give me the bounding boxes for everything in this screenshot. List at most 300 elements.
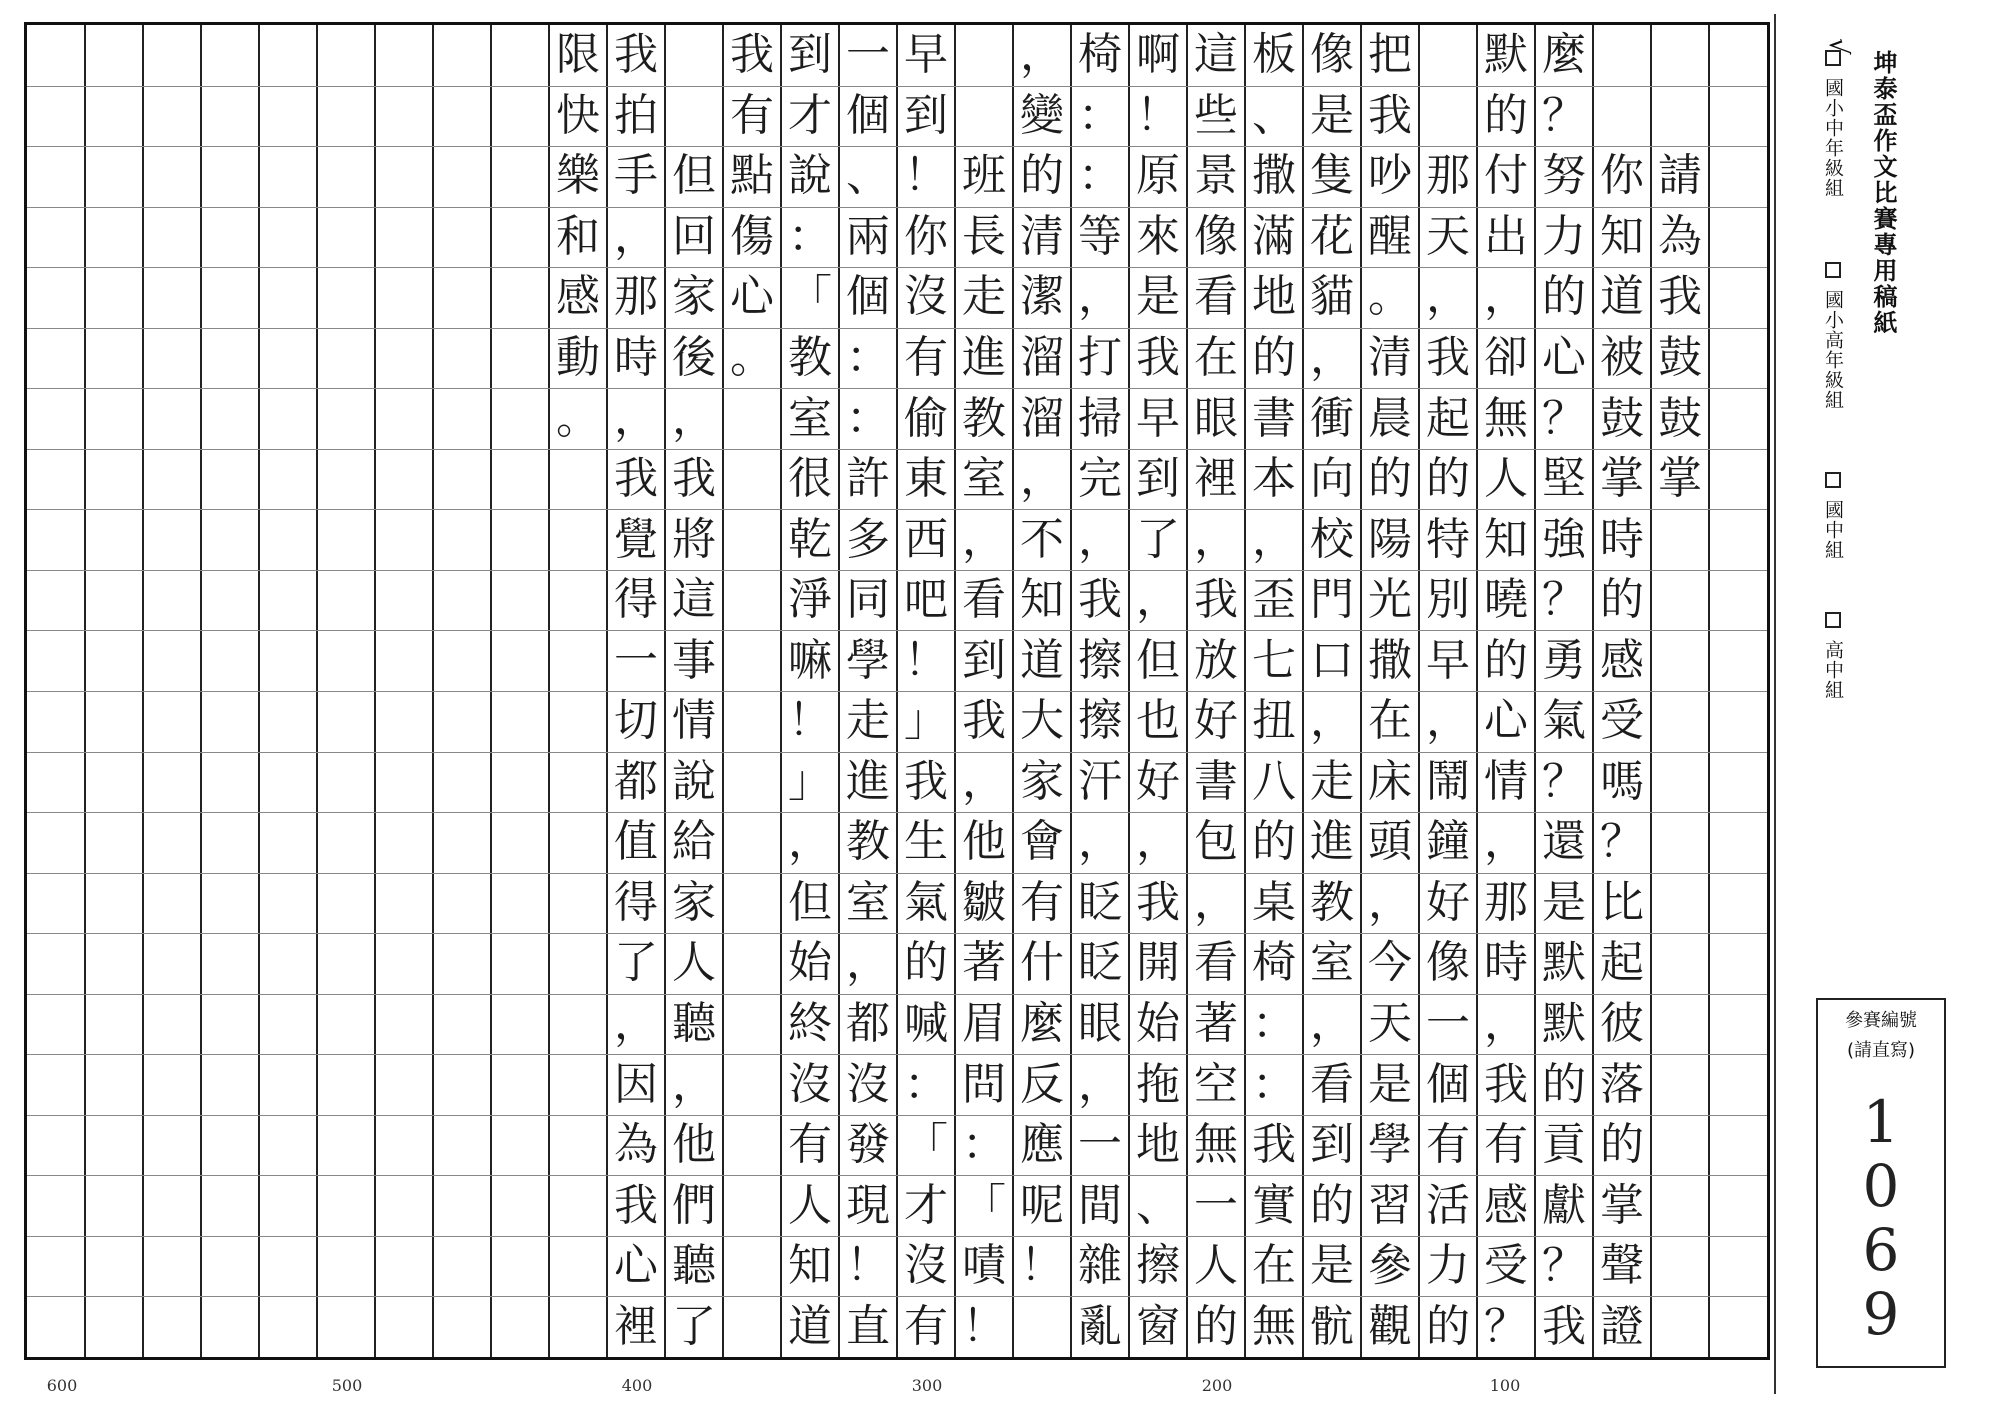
essay-character: 感 bbox=[1484, 1179, 1528, 1231]
essay-character: 的 bbox=[1484, 89, 1528, 141]
essay-character: 活 bbox=[1426, 1179, 1470, 1231]
essay-character: ！ bbox=[1020, 1240, 1064, 1292]
essay-character: 受 bbox=[1484, 1240, 1528, 1292]
essay-character: 。 bbox=[1368, 271, 1412, 323]
essay-character: 也 bbox=[1136, 695, 1180, 747]
essay-character: 勇 bbox=[1542, 634, 1586, 686]
form-side-panel bbox=[1784, 40, 2000, 1400]
essay-character: 後 bbox=[672, 332, 716, 383]
essay-character: 問 bbox=[962, 1058, 1006, 1110]
essay-character: 他 bbox=[672, 1119, 716, 1171]
essay-character: ， bbox=[1368, 876, 1412, 928]
essay-character: 無 bbox=[1252, 1300, 1296, 1352]
essay-character: 默 bbox=[1542, 998, 1586, 1049]
essay-character: 鼓 bbox=[1658, 332, 1702, 383]
essay-character: ： bbox=[1078, 89, 1122, 141]
essay-character: 滿 bbox=[1252, 210, 1296, 262]
essay-character: 兩 bbox=[846, 210, 890, 262]
essay-character: 學 bbox=[846, 634, 890, 686]
essay-character: 像 bbox=[1310, 29, 1354, 81]
writing-grid bbox=[24, 22, 1770, 1360]
essay-character: ， bbox=[1310, 332, 1354, 383]
essay-character: 掌 bbox=[1600, 453, 1644, 505]
essay-character: 時 bbox=[614, 332, 658, 383]
essay-character: 我 bbox=[1484, 1058, 1528, 1110]
essay-character: 走 bbox=[1310, 755, 1354, 807]
essay-character: 書 bbox=[1252, 392, 1296, 444]
essay-character: 了 bbox=[1136, 513, 1180, 565]
essay-character: 教 bbox=[788, 332, 832, 383]
essay-character: 一 bbox=[1426, 998, 1470, 1049]
group-label: 高中組 bbox=[1822, 640, 1844, 700]
essay-character: ， bbox=[1078, 271, 1122, 323]
essay-character: 地 bbox=[1136, 1119, 1180, 1171]
essay-character: ？ bbox=[1542, 1240, 1586, 1292]
essay-character: 八 bbox=[1252, 755, 1296, 807]
essay-character: 同 bbox=[846, 574, 890, 626]
essay-character: ， bbox=[1310, 998, 1354, 1049]
essay-character: ？ bbox=[1484, 1300, 1528, 1352]
essay-character bbox=[1593, 86, 1651, 146]
essay-character: 們 bbox=[672, 1179, 716, 1231]
essay-character: ： bbox=[1252, 998, 1296, 1049]
essay-character: 但 bbox=[788, 876, 832, 928]
essay-character: 有 bbox=[904, 332, 948, 383]
essay-character: 的 bbox=[904, 937, 948, 989]
essay-character: 樂 bbox=[556, 150, 600, 202]
essay-character: 感 bbox=[1600, 634, 1644, 686]
essay-character: 我 bbox=[614, 1179, 658, 1231]
essay-character: 清 bbox=[1368, 332, 1412, 383]
essay-column bbox=[1129, 25, 1187, 1357]
essay-character: 人 bbox=[1484, 453, 1528, 505]
entry-digit: 1 bbox=[1862, 1088, 1900, 1156]
essay-character: 他 bbox=[962, 816, 1006, 868]
essay-character: ， bbox=[1078, 513, 1122, 565]
essay-character: 聽 bbox=[672, 998, 716, 1049]
essay-character bbox=[1419, 86, 1477, 146]
essay-character: ， bbox=[614, 392, 658, 444]
essay-character: ， bbox=[1194, 876, 1238, 928]
essay-character: 快 bbox=[556, 89, 600, 141]
essay-column bbox=[955, 25, 1013, 1357]
essay-character: 是 bbox=[1136, 271, 1180, 323]
essay-character: 人 bbox=[1194, 1240, 1238, 1292]
essay-character: 進 bbox=[962, 332, 1006, 383]
essay-character: 付 bbox=[1484, 150, 1528, 202]
essay-character: 醒 bbox=[1368, 210, 1412, 262]
essay-character: 了 bbox=[672, 1300, 716, 1352]
essay-character: 力 bbox=[1542, 210, 1586, 262]
essay-character: ， bbox=[962, 513, 1006, 565]
essay-character: 「 bbox=[962, 1179, 1006, 1231]
essay-character: ！ bbox=[1136, 89, 1180, 141]
essay-character: 知 bbox=[1020, 574, 1064, 626]
essay-character: 情 bbox=[672, 695, 716, 747]
essay-character: 限 bbox=[556, 29, 600, 81]
essay-character: 卻 bbox=[1484, 332, 1528, 383]
essay-character: 雜 bbox=[1078, 1240, 1122, 1292]
essay-character: 曉 bbox=[1484, 574, 1528, 626]
essay-character: 出 bbox=[1484, 210, 1528, 262]
essay-character: 著 bbox=[1194, 998, 1238, 1049]
entry-number-hint: (請直寫) bbox=[1846, 1040, 1916, 1061]
essay-character: 好 bbox=[1426, 876, 1470, 928]
essay-character: 是 bbox=[1368, 1058, 1412, 1110]
essay-character: ！ bbox=[962, 1300, 1006, 1352]
essay-column bbox=[1245, 25, 1303, 1357]
essay-character: 那 bbox=[1484, 876, 1528, 928]
essay-character: 」 bbox=[904, 695, 948, 747]
essay-character: 是 bbox=[1310, 1240, 1354, 1292]
essay-character: 為 bbox=[1658, 210, 1702, 262]
essay-character: 到 bbox=[904, 89, 948, 141]
essay-character: 放 bbox=[1194, 634, 1238, 686]
essay-character: 溜 bbox=[1020, 332, 1064, 383]
essay-character: 說 bbox=[672, 755, 716, 807]
essay-character: ， bbox=[1310, 695, 1354, 747]
essay-character: 得 bbox=[614, 574, 658, 626]
essay-character: 習 bbox=[1368, 1179, 1412, 1231]
essay-character: 鐘 bbox=[1426, 816, 1470, 868]
essay-character: ， bbox=[962, 755, 1006, 807]
essay-character: 默 bbox=[1542, 937, 1586, 989]
essay-character: 你 bbox=[1600, 150, 1644, 202]
essay-character: 地 bbox=[1252, 271, 1296, 323]
essay-character: 到 bbox=[1310, 1119, 1354, 1171]
essay-character: 。 bbox=[730, 332, 774, 383]
essay-character: 知 bbox=[1484, 513, 1528, 565]
essay-character: 眨 bbox=[1078, 937, 1122, 989]
essay-character: 有 bbox=[1426, 1119, 1470, 1171]
essay-character bbox=[1419, 25, 1477, 85]
essay-character: 變 bbox=[1020, 89, 1064, 141]
essay-character: 家 bbox=[1020, 755, 1064, 807]
essay-character: 著 bbox=[962, 937, 1006, 989]
essay-character bbox=[955, 25, 1013, 85]
essay-character: 沒 bbox=[846, 1058, 890, 1110]
essay-character: 在 bbox=[1368, 695, 1412, 747]
essay-character: 被 bbox=[1600, 332, 1644, 383]
essay-character: ： bbox=[962, 1119, 1006, 1171]
sheet-edge-line bbox=[1774, 14, 1776, 1394]
essay-column bbox=[1071, 25, 1129, 1357]
essay-character: 時 bbox=[1484, 937, 1528, 989]
essay-character: 間 bbox=[1078, 1179, 1122, 1231]
essay-character: 學 bbox=[1368, 1119, 1412, 1171]
essay-character: 始 bbox=[788, 937, 832, 989]
essay-character: 應 bbox=[1020, 1119, 1064, 1171]
essay-character: 椅 bbox=[1078, 29, 1122, 81]
essay-character: 氣 bbox=[1542, 695, 1586, 747]
essay-character: 參 bbox=[1368, 1240, 1412, 1292]
essay-character: 動 bbox=[556, 332, 600, 383]
essay-character: ， bbox=[1136, 574, 1180, 626]
essay-character: ？ bbox=[1542, 755, 1586, 807]
ruler-mark: 400 bbox=[621, 1376, 653, 1395]
essay-character: 值 bbox=[614, 816, 658, 868]
essay-character: 西 bbox=[904, 513, 948, 565]
essay-character: 家 bbox=[672, 271, 716, 323]
essay-character: 掃 bbox=[1078, 392, 1122, 444]
essay-character: ， bbox=[672, 1058, 716, 1110]
essay-character: 切 bbox=[614, 695, 658, 747]
essay-character: 像 bbox=[1426, 937, 1470, 989]
essay-character: 個 bbox=[1426, 1058, 1470, 1110]
essay-character: 但 bbox=[1136, 634, 1180, 686]
essay-character: 這 bbox=[672, 574, 716, 626]
group-label: 國小高年級組 bbox=[1822, 290, 1844, 410]
essay-character: 氣 bbox=[904, 876, 948, 928]
essay-character: 實 bbox=[1252, 1179, 1296, 1231]
essay-character: ， bbox=[1078, 816, 1122, 868]
group-option-senior-high[interactable] bbox=[1820, 612, 1847, 700]
essay-character: ， bbox=[614, 998, 658, 1049]
essay-character: 堅 bbox=[1542, 453, 1586, 505]
essay-character: 落 bbox=[1600, 1058, 1644, 1110]
essay-character: 請 bbox=[1658, 150, 1702, 202]
essay-character: 骯 bbox=[1310, 1300, 1354, 1352]
essay-character: 什 bbox=[1020, 937, 1064, 989]
essay-character: 沒 bbox=[904, 1240, 948, 1292]
essay-character: 受 bbox=[1600, 695, 1644, 747]
essay-character: 時 bbox=[1600, 513, 1644, 565]
essay-character: 喊 bbox=[904, 998, 948, 1049]
essay-character: 家 bbox=[672, 876, 716, 928]
essay-character: 力 bbox=[1426, 1240, 1470, 1292]
essay-character bbox=[955, 86, 1013, 146]
essay-character: 教 bbox=[846, 816, 890, 868]
essay-column bbox=[1013, 25, 1071, 1357]
essay-character: 東 bbox=[904, 453, 948, 505]
essay-character: 拖 bbox=[1136, 1058, 1180, 1110]
essay-character: 板 bbox=[1252, 29, 1296, 81]
entry-digit: 0 bbox=[1862, 1152, 1900, 1220]
essay-character: 那 bbox=[614, 271, 658, 323]
essay-column bbox=[1651, 25, 1709, 1357]
group-label: 國小中年級組 bbox=[1822, 78, 1844, 198]
essay-character: ， bbox=[788, 816, 832, 868]
essay-character: 開 bbox=[1136, 937, 1180, 989]
essay-character: 的 bbox=[1542, 1058, 1586, 1110]
essay-character: ？ bbox=[1542, 89, 1586, 141]
essay-character: 鼓 bbox=[1658, 392, 1702, 444]
entry-number-value bbox=[1818, 1090, 1944, 1346]
essay-character: 強 bbox=[1542, 513, 1586, 565]
essay-character: 是 bbox=[1542, 876, 1586, 928]
group-option-lower-elementary[interactable] bbox=[1820, 38, 1853, 198]
checkbox-icon[interactable] bbox=[1825, 262, 1841, 278]
essay-character: 默 bbox=[1484, 29, 1528, 81]
essay-character: 很 bbox=[788, 453, 832, 505]
essay-character: 呢 bbox=[1020, 1179, 1064, 1231]
essay-character: 還 bbox=[1542, 816, 1586, 868]
essay-character: 無 bbox=[1194, 1119, 1238, 1171]
essay-character: 起 bbox=[1600, 937, 1644, 989]
checkbox-icon[interactable] bbox=[1825, 472, 1841, 488]
essay-character: 眉 bbox=[962, 998, 1006, 1049]
essay-character: 我 bbox=[614, 453, 658, 505]
essay-character: 頭 bbox=[1368, 816, 1412, 868]
essay-character: 嘛 bbox=[788, 634, 832, 686]
essay-character: 。 bbox=[556, 392, 600, 444]
essay-character: ， bbox=[1484, 816, 1528, 868]
essay-character: 嘖 bbox=[962, 1240, 1006, 1292]
essay-character: 手 bbox=[614, 150, 658, 202]
essay-character: 衝 bbox=[1310, 392, 1354, 444]
essay-character: ！ bbox=[846, 1240, 890, 1292]
checkbox-icon[interactable] bbox=[1825, 612, 1841, 628]
essay-character: ， bbox=[1078, 1058, 1122, 1110]
essay-character: 吵 bbox=[1368, 150, 1412, 202]
essay-character: 才 bbox=[904, 1179, 948, 1231]
essay-character: 在 bbox=[1252, 1240, 1296, 1292]
essay-character: 原 bbox=[1136, 150, 1180, 202]
essay-character: 但 bbox=[672, 150, 716, 202]
ruler-mark: 600 bbox=[46, 1376, 78, 1395]
essay-character: 發 bbox=[846, 1119, 890, 1171]
essay-character: 個 bbox=[846, 89, 890, 141]
essay-column bbox=[665, 25, 723, 1357]
essay-character: 晨 bbox=[1368, 392, 1412, 444]
essay-character: 貓 bbox=[1310, 271, 1354, 323]
essay-character: 事 bbox=[672, 634, 716, 686]
group-option-junior-high[interactable] bbox=[1820, 472, 1847, 560]
essay-character: 溜 bbox=[1020, 392, 1064, 444]
essay-character: 進 bbox=[1310, 816, 1354, 868]
essay-character: 走 bbox=[962, 271, 1006, 323]
essay-character: ， bbox=[614, 210, 658, 262]
essay-character: 、 bbox=[1136, 1179, 1180, 1231]
essay-character: 了 bbox=[614, 937, 658, 989]
essay-character: 的 bbox=[1252, 332, 1296, 383]
essay-character: ， bbox=[1020, 453, 1064, 505]
essay-character: ， bbox=[1194, 513, 1238, 565]
essay-column bbox=[723, 25, 781, 1357]
essay-character: 看 bbox=[962, 574, 1006, 626]
essay-character: 我 bbox=[962, 695, 1006, 747]
essay-character: 眨 bbox=[1078, 876, 1122, 928]
essay-column bbox=[607, 25, 665, 1357]
essay-character: 是 bbox=[1310, 89, 1354, 141]
essay-character: 一 bbox=[846, 29, 890, 81]
essay-character: 的 bbox=[1426, 1300, 1470, 1352]
essay-character: ： bbox=[1078, 150, 1122, 202]
essay-character: 多 bbox=[846, 513, 890, 565]
essay-character: ， bbox=[1484, 998, 1528, 1049]
essay-character: 看 bbox=[1310, 1058, 1354, 1110]
essay-character: 直 bbox=[846, 1300, 890, 1352]
ruler-mark: 300 bbox=[911, 1376, 943, 1395]
essay-character: 「 bbox=[788, 271, 832, 323]
essay-character: 潔 bbox=[1020, 271, 1064, 323]
essay-character: 貢 bbox=[1542, 1119, 1586, 1171]
essay-character: 鼓 bbox=[1600, 392, 1644, 444]
essay-character: 走 bbox=[846, 695, 890, 747]
essay-character: 拍 bbox=[614, 89, 658, 141]
essay-character: 汗 bbox=[1078, 755, 1122, 807]
essay-character: 的 bbox=[1310, 1179, 1354, 1231]
essay-character: 七 bbox=[1252, 634, 1296, 686]
essay-character: 你 bbox=[904, 210, 948, 262]
essay-character: 彼 bbox=[1600, 998, 1644, 1049]
essay-character: 我 bbox=[1426, 332, 1470, 383]
essay-character: 觀 bbox=[1368, 1300, 1412, 1352]
essay-character: 我 bbox=[672, 453, 716, 505]
essay-character: 我 bbox=[904, 755, 948, 807]
essay-character: 」 bbox=[788, 755, 832, 807]
essay-character: 麼 bbox=[1542, 29, 1586, 81]
essay-character: 擦 bbox=[1136, 1240, 1180, 1292]
essay-character: 一 bbox=[1194, 1179, 1238, 1231]
essay-character: 把 bbox=[1368, 29, 1412, 81]
essay-character: 室 bbox=[962, 453, 1006, 505]
essay-character: 和 bbox=[556, 210, 600, 262]
group-option-upper-elementary[interactable] bbox=[1820, 262, 1847, 410]
essay-character: 室 bbox=[788, 392, 832, 444]
essay-character: ？ bbox=[1542, 574, 1586, 626]
essay-character: 早 bbox=[1136, 392, 1180, 444]
essay-column bbox=[897, 25, 955, 1357]
essay-character: 打 bbox=[1078, 332, 1122, 383]
essay-character: 道 bbox=[1020, 634, 1064, 686]
essay-character: 來 bbox=[1136, 210, 1180, 262]
essay-character: 的 bbox=[1542, 271, 1586, 323]
essay-character: 亂 bbox=[1078, 1300, 1122, 1352]
essay-character: 反 bbox=[1020, 1058, 1064, 1110]
essay-character: 室 bbox=[846, 876, 890, 928]
ruler-mark: 200 bbox=[1201, 1376, 1233, 1395]
essay-character: 有 bbox=[1484, 1119, 1528, 1171]
essay-character: 將 bbox=[672, 513, 716, 565]
essay-character: 桌 bbox=[1252, 876, 1296, 928]
essay-character: 「 bbox=[904, 1119, 948, 1171]
essay-character: 我 bbox=[1658, 271, 1702, 323]
entry-digit: 6 bbox=[1862, 1216, 1900, 1284]
essay-character: 花 bbox=[1310, 210, 1354, 262]
checked-checkbox-icon[interactable] bbox=[1823, 38, 1853, 66]
essay-character: 許 bbox=[846, 453, 890, 505]
essay-column bbox=[1361, 25, 1419, 1357]
essay-character: 知 bbox=[1600, 210, 1644, 262]
essay-character: 光 bbox=[1368, 574, 1412, 626]
essay-character: 才 bbox=[788, 89, 832, 141]
essay-character: 不 bbox=[1020, 513, 1064, 565]
essay-character: 扭 bbox=[1252, 695, 1296, 747]
essay-column bbox=[781, 25, 839, 1357]
essay-character: 情 bbox=[1484, 755, 1528, 807]
essay-character: ！ bbox=[904, 150, 948, 202]
essay-character: 得 bbox=[614, 876, 658, 928]
essay-character: 知 bbox=[788, 1240, 832, 1292]
essay-character: 裡 bbox=[1194, 453, 1238, 505]
essay-character: 的 bbox=[1426, 453, 1470, 505]
essay-character: 人 bbox=[788, 1179, 832, 1231]
essay-character: 看 bbox=[1194, 271, 1238, 323]
essay-character: ， bbox=[1426, 695, 1470, 747]
essay-character: 傷 bbox=[730, 210, 774, 262]
entry-number-label: 參賽編號 bbox=[1845, 1010, 1917, 1031]
essay-character: 心 bbox=[614, 1240, 658, 1292]
essay-character: 我 bbox=[1078, 574, 1122, 626]
essay-character: 向 bbox=[1310, 453, 1354, 505]
essay-character: 、 bbox=[1252, 89, 1296, 141]
essay-character: 一 bbox=[1078, 1119, 1122, 1171]
essay-character: ？ bbox=[1542, 392, 1586, 444]
essay-column bbox=[1593, 25, 1651, 1357]
group-label: 國中組 bbox=[1822, 500, 1844, 560]
essay-character: 起 bbox=[1426, 392, 1470, 444]
